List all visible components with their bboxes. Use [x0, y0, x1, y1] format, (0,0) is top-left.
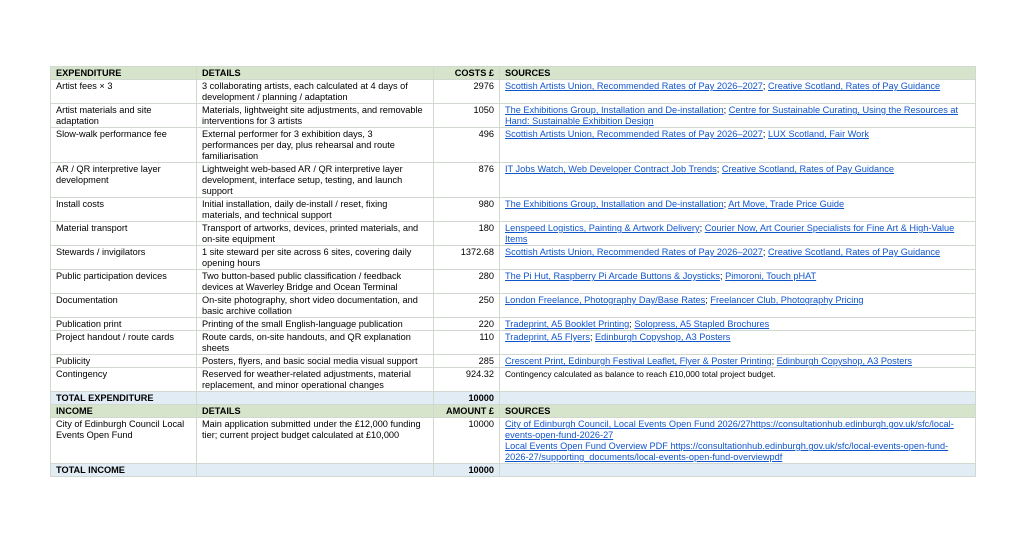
- expenditure-item: Stewards / invigilators: [51, 246, 197, 270]
- expenditure-item: Artist fees × 3: [51, 80, 197, 104]
- source-link[interactable]: Edinburgh Copyshop, A3 Posters: [776, 356, 913, 366]
- total-income-details: [197, 464, 434, 477]
- expenditure-details: Lightweight web-based AR / QR interpretive layer development, interface setup, testing, and launch support: [197, 163, 434, 198]
- expenditure-item: Documentation: [51, 294, 197, 318]
- total-expenditure-value: 10000: [434, 392, 500, 405]
- header-income-details: DETAILS: [197, 405, 434, 418]
- total-income-label: TOTAL INCOME: [51, 464, 197, 477]
- source-link[interactable]: Courier Now, Art Courier Specialists for Fine Art & High-Value Items: [505, 223, 955, 244]
- income-item: City of Edinburgh Council Local Events Open Fund: [51, 418, 197, 464]
- header-amount: AMOUNT £: [434, 405, 500, 418]
- expenditure-cost: 876: [434, 163, 500, 198]
- expenditure-details: Posters, flyers, and basic social media visual support: [197, 355, 434, 368]
- source-link[interactable]: Edinburgh Copyshop, A3 Posters: [595, 332, 731, 342]
- expenditure-cost: 285: [434, 355, 500, 368]
- expenditure-sources: The Exhibitions Group, Installation and De-installation; Centre for Sustainable Curating, Using the Resources at Hand: Sustainable Exhibition Design: [500, 104, 976, 128]
- expenditure-sources: Scottish Artists Union, Recommended Rates of Pay 2026–2027; Creative Scotland, Rates of Pay Guidance: [500, 246, 976, 270]
- expenditure-sources: [500, 368, 976, 392]
- expenditure-row: [51, 246, 976, 270]
- expenditure-item: Material transport: [51, 222, 197, 246]
- expenditure-cost: 1372.68: [434, 246, 500, 270]
- expenditure-header-row: [51, 67, 976, 80]
- source-link[interactable]: The Exhibitions Group, Installation and De-installation: [505, 199, 724, 209]
- header-income-sources: SOURCES: [500, 405, 976, 418]
- income-row: [51, 418, 976, 464]
- expenditure-row: [51, 270, 976, 294]
- expenditure-cost: 280: [434, 270, 500, 294]
- expenditure-sources: Crescent Print, Edinburgh Festival Leaflet, Flyer & Poster Printing; Edinburgh Copyshop, A3 Posters: [500, 355, 976, 368]
- header-sources: SOURCES: [500, 67, 976, 80]
- expenditure-details: Two button-based public classification / feedback devices at Waverley Bridge and Ocean Terminal: [197, 270, 434, 294]
- expenditure-sources: Scottish Artists Union, Recommended Rates of Pay 2026–2027; Creative Scotland, Rates of Pay Guidance: [500, 80, 976, 104]
- expenditure-sources: Tradeprint, A5 Booklet Printing; Solopress, A5 Stapled Brochures: [500, 318, 976, 331]
- expenditure-details: Materials, lightweight site adjustments, and removable interventions for 3 artists: [197, 104, 434, 128]
- source-link[interactable]: Freelancer Club, Photography Pricing: [710, 295, 864, 305]
- total-expenditure-details: [197, 392, 434, 405]
- expenditure-row: [51, 198, 976, 222]
- source-link[interactable]: The Pi Hut, Raspberry Pi Arcade Buttons & Joysticks: [505, 271, 720, 281]
- expenditure-sources: The Pi Hut, Raspberry Pi Arcade Buttons & Joysticks; Pimoroni, Touch pHAT: [500, 270, 976, 294]
- expenditure-row: [51, 104, 976, 128]
- income-sources: [500, 418, 976, 464]
- expenditure-details: Printing of the small English-language publication: [197, 318, 434, 331]
- income-header-row: [51, 405, 976, 418]
- source-link[interactable]: Lenspeed Logistics, Painting & Artwork Delivery: [505, 223, 700, 233]
- total-expenditure-sources: [500, 392, 976, 405]
- source-link[interactable]: Creative Scotland, Rates of Pay Guidance: [768, 247, 941, 257]
- income-source-link[interactable]: City of Edinburgh Council, Local Events Open Fund 2026/27https://consultationhub.edinburgh.gov.uk/sfc/local-events-open-fund-2026-27: [505, 419, 954, 440]
- expenditure-item: Publication print: [51, 318, 197, 331]
- expenditure-cost: 2976: [434, 80, 500, 104]
- expenditure-row: [51, 128, 976, 163]
- expenditure-details: 1 site steward per site across 6 sites, covering daily opening hours: [197, 246, 434, 270]
- source-link[interactable]: Scottish Artists Union, Recommended Rates of Pay 2026–2027: [505, 81, 763, 91]
- source-link[interactable]: Scottish Artists Union, Recommended Rates of Pay 2026–2027: [505, 247, 763, 257]
- expenditure-row: [51, 368, 976, 392]
- expenditure-sources: IT Jobs Watch, Web Developer Contract Job Trends; Creative Scotland, Rates of Pay Guidance: [500, 163, 976, 198]
- header-expenditure: EXPENDITURE: [51, 67, 197, 80]
- expenditure-item: Project handout / route cards: [51, 331, 197, 355]
- expenditure-cost: 250: [434, 294, 500, 318]
- expenditure-sources: Scottish Artists Union, Recommended Rates of Pay 2026–2027; LUX Scotland, Fair Work: [500, 128, 976, 163]
- expenditure-details: Reserved for weather-related adjustments, material replacement, and minor operational changes: [197, 368, 434, 392]
- expenditure-sources: Tradeprint, A5 Flyers; Edinburgh Copyshop, A3 Posters: [500, 331, 976, 355]
- total-income-row: [51, 464, 976, 477]
- expenditure-row: [51, 222, 976, 246]
- expenditure-item: Artist materials and site adaptation: [51, 104, 197, 128]
- source-link[interactable]: Tradeprint, A5 Booklet Printing: [505, 319, 630, 329]
- source-link[interactable]: London Freelance, Photography Day/Base Rates: [505, 295, 706, 305]
- source-link[interactable]: Scottish Artists Union, Recommended Rates of Pay 2026–2027: [505, 129, 763, 139]
- header-income: INCOME: [51, 405, 197, 418]
- expenditure-cost: 924.32: [434, 368, 500, 392]
- expenditure-cost: 1050: [434, 104, 500, 128]
- income-details: Main application submitted under the £12,000 funding tier; current project budget calculated at £10,000: [197, 418, 434, 464]
- header-details: DETAILS: [197, 67, 434, 80]
- total-income-value: 10000: [434, 464, 500, 477]
- expenditure-row: [51, 163, 976, 198]
- expenditure-cost: 220: [434, 318, 500, 331]
- total-expenditure-row: [51, 392, 976, 405]
- expenditure-sources: Lenspeed Logistics, Painting & Artwork Delivery; Courier Now, Art Courier Specialists for Fine Art & High-Value Items: [500, 222, 976, 246]
- income-amount: 10000: [434, 418, 500, 464]
- expenditure-details: Initial installation, daily de-install / reset, fixing materials, and technical support: [197, 198, 434, 222]
- expenditure-details: Transport of artworks, devices, printed materials, and on-site equipment: [197, 222, 434, 246]
- source-link[interactable]: IT Jobs Watch, Web Developer Contract Job Trends: [505, 164, 717, 174]
- source-link[interactable]: Centre for Sustainable Curating, Using the Resources at Hand: Sustainable Exhibition Design: [505, 105, 959, 126]
- expenditure-cost: 980: [434, 198, 500, 222]
- source-link[interactable]: Tradeprint, A5 Flyers: [505, 332, 590, 342]
- expenditure-cost: 496: [434, 128, 500, 163]
- header-costs: COSTS £: [434, 67, 500, 80]
- expenditure-details: Route cards, on-site handouts, and QR explanation sheets: [197, 331, 434, 355]
- expenditure-row: [51, 80, 976, 104]
- expenditure-cost: 180: [434, 222, 500, 246]
- expenditure-row: [51, 318, 976, 331]
- budget-table: [50, 66, 976, 477]
- expenditure-details: 3 collaborating artists, each calculated at 4 days of development / planning / adaptation: [197, 80, 434, 104]
- source-link[interactable]: Creative Scotland, Rates of Pay Guidance: [768, 81, 941, 91]
- expenditure-item: AR / QR interpretive layer development: [51, 163, 197, 198]
- expenditure-cost: 110: [434, 331, 500, 355]
- source-link[interactable]: Pimoroni, Touch pHAT: [725, 271, 817, 281]
- source-link[interactable]: Solopress, A5 Stapled Brochures: [634, 319, 770, 329]
- expenditure-row: [51, 294, 976, 318]
- income-source-link[interactable]: Local Events Open Fund Overview PDF https://consultationhub.edinburgh.gov.uk/sfc/local-events-open-fund-2026-27/supporting_documents/local-events-open-fund-overviewpdf: [505, 441, 949, 462]
- source-link[interactable]: The Exhibitions Group, Installation and De-installation: [505, 105, 724, 115]
- expenditure-details: On-site photography, short video documentation, and basic archive collation: [197, 294, 434, 318]
- expenditure-row: [51, 355, 976, 368]
- total-expenditure-label: TOTAL EXPENDITURE: [51, 392, 197, 405]
- source-link[interactable]: Crescent Print, Edinburgh Festival Leaflet, Flyer & Poster Printing: [505, 356, 772, 366]
- source-link[interactable]: Art Move, Trade Price Guide: [728, 199, 845, 209]
- expenditure-details: External performer for 3 exhibition days, 3 performances per day, plus rehearsal and route familiarisation: [197, 128, 434, 163]
- expenditure-sources: London Freelance, Photography Day/Base Rates; Freelancer Club, Photography Pricing: [500, 294, 976, 318]
- expenditure-item: Public participation devices: [51, 270, 197, 294]
- expenditure-item: Install costs: [51, 198, 197, 222]
- source-link[interactable]: Creative Scotland, Rates of Pay Guidance: [721, 164, 894, 174]
- expenditure-sources: The Exhibitions Group, Installation and De-installation; Art Move, Trade Price Guide: [500, 198, 976, 222]
- expenditure-item: Publicity: [51, 355, 197, 368]
- expenditure-item: Contingency: [51, 368, 197, 392]
- expenditure-row: [51, 331, 976, 355]
- total-income-sources: [500, 464, 976, 477]
- contingency-note: Contingency calculated as balance to reach £10,000 total project budget.: [505, 369, 776, 379]
- source-link[interactable]: LUX Scotland, Fair Work: [768, 129, 869, 139]
- expenditure-item: Slow-walk performance fee: [51, 128, 197, 163]
